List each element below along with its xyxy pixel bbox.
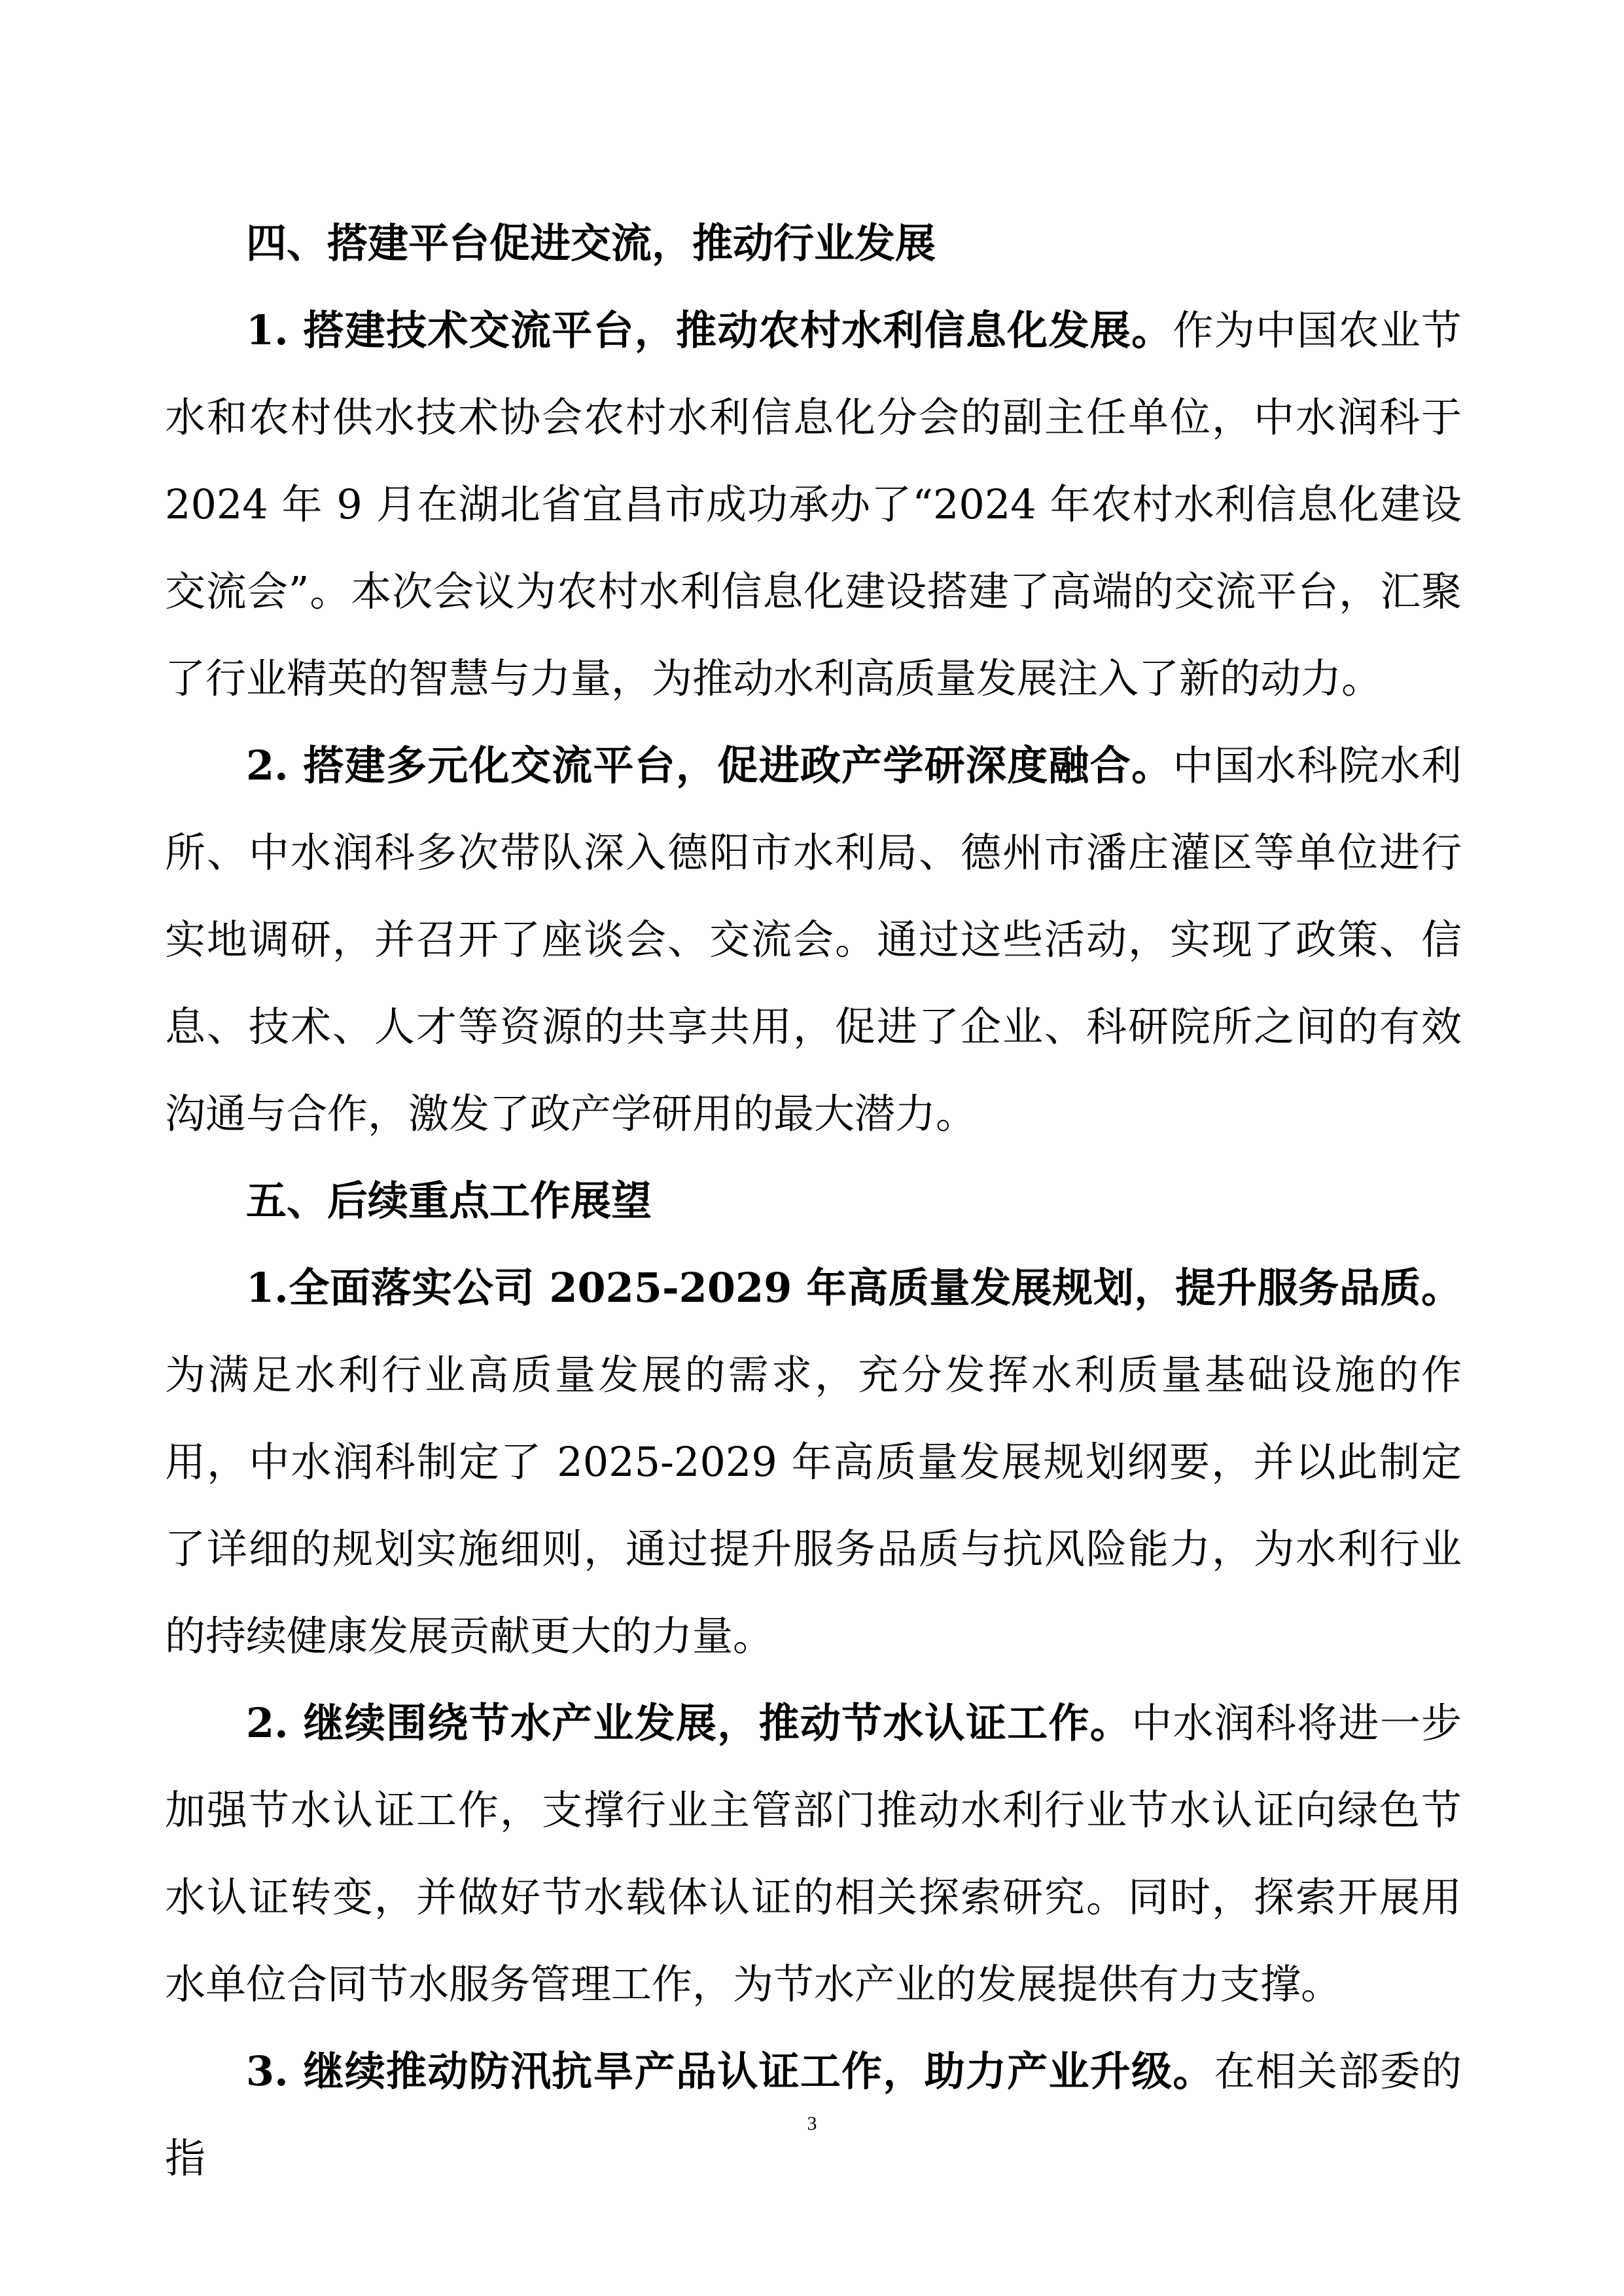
paragraph-5-1 [165, 1244, 1462, 1679]
paragraph-body: 在相关部委的指 [165, 2047, 1462, 2182]
section-heading-4: 四、搭建平台促进交流，推动行业发展 [246, 219, 936, 267]
paragraph-body: 中水润科将进一步加强节水认证工作，支撑行业主管部门推动水利行业节水认证向绿色节水认证转变，并做好节水载体认证的相关探索研究。同时，探索开展用水单位合同节水服务管理工作，为节水产业的发展提供有力支撑。 [165, 1699, 1462, 2008]
paragraph-body: 作为中国农业节水和农村供水技术协会农村水利信息化分会的副主任单位，中水润科于 2024 年 9 月在湖北省宜昌市成功承办了“2024 年农村水利信息化建设交流会”。本次会议为农村水利信息化建设搭建了高端的交流平台，汇聚了行业精英的智慧与力量，为推动水利高质量发展注入了新的动力。 [165, 306, 1462, 702]
paragraph-lead: 3. 继续推动防汛抗旱产品认证工作，助力产业升级。 [246, 2047, 1214, 2095]
paragraph-4-1 [165, 287, 1462, 722]
paragraph-body: 为满足水利行业高质量发展的需求，充分发挥水利质量基础设施的作用，中水润科制定了 2025-2029 年高质量发展规划纲要，并以此制定了详细的规划实施细则，通过提升服务品质与抗风险能力，为水利行业的持续健康发展贡献更大的力量。 [165, 1351, 1462, 1660]
page-number: 3 [807, 2113, 817, 2134]
paragraph-lead: 1.全面落实公司 2025-2029 年高质量发展规划，提升服务品质。 [246, 1264, 1462, 1312]
paragraph-lead: 2. 搭建多元化交流平台，促进政产学研深度融合。 [246, 742, 1173, 789]
paragraph-lead: 2. 继续围绕节水产业发展，推动节水认证工作。 [246, 1699, 1132, 1747]
section-heading-5: 五、后续重点工作展望 [246, 1177, 652, 1225]
paragraph-4-2 [165, 722, 1462, 1157]
document-body [165, 200, 1462, 2202]
paragraph-body: 中国水科院水利所、中水润科多次带队深入德阳市水利局、德州市潘庄灌区等单位进行实地调研，并召开了座谈会、交流会。通过这些活动，实现了政策、信息、技术、人才等资源的共享共用，促进了企业、科研院所之间的有效沟通与合作，激发了政产学研用的最大潜力。 [165, 742, 1462, 1138]
paragraph-5-2 [165, 1679, 1462, 2028]
paragraph-lead: 1. 搭建技术交流平台，推动农村水利信息化发展。 [246, 306, 1173, 354]
